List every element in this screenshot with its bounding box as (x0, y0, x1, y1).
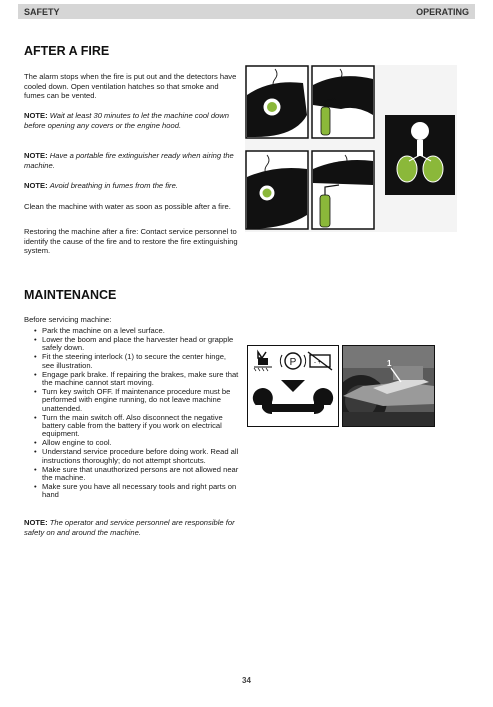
maintenance-checklist (34, 327, 239, 500)
maintenance-intro: Before servicing machine: (24, 315, 112, 324)
note-text: The operator and service personnel are responsible for safety on and around the machine. (24, 518, 235, 537)
extinguisher-panel-bottom (312, 151, 374, 229)
list-item: • Make sure that unauthorized persons are not allowed near the machine. (34, 466, 239, 483)
battery-disconnect-icon (308, 352, 332, 370)
extinguisher-panel-top (312, 66, 374, 138)
svg-text:- +: - + (314, 360, 322, 366)
service-symbols-panel (247, 345, 339, 427)
note-text: Wait at least 30 minutes to let the machine cool down before opening any covers or the engine hood. (24, 111, 229, 130)
list-item: • Understand service procedure before doing work. Read all instructions thoroughly; do not attempt shortcuts. (34, 448, 239, 465)
fire-note-extinguisher (24, 151, 239, 170)
list-item: • Park the machine on a level surface. (34, 327, 239, 335)
lungs-panel (385, 115, 455, 195)
steering-interlock-photo (342, 345, 435, 427)
fire-note-fumes (24, 181, 239, 191)
note-text: Avoid breathing in fumes from the fire. (49, 181, 178, 190)
note-label: NOTE: (24, 518, 50, 527)
maintenance-note (24, 518, 239, 537)
fire-clean-paragraph: Clean the machine with water as soon as possible after a fire. (24, 202, 231, 211)
note-label: NOTE: (24, 181, 50, 190)
list-item: • Lower the boom and place the harvester head or grapple safely down. (34, 336, 239, 353)
fire-restore-paragraph: Restoring the machine after a fire: Contact service personnel to identify the cause of the fire and to restore the fire extinguishing system. (24, 227, 238, 256)
fire-note-cooldown (24, 111, 239, 130)
note-text: Have a portable fire extinguisher ready when airing the machine. (24, 151, 234, 170)
list-item: • Make sure you have all necessary tools and right parts on hand (34, 483, 239, 500)
smoke-cab-panel-top-left (246, 66, 308, 138)
maintenance-section-title: MAINTENANCE (24, 288, 117, 302)
list-item: • Engage park brake. If repairing the brakes, make sure that the machine cannot start moving. (34, 371, 239, 388)
arrow-down-icon (281, 380, 305, 392)
svg-text:P: P (289, 357, 297, 368)
header-section-right: OPERATING (416, 6, 469, 17)
fire-intro-paragraph: The alarm stops when the fire is put out and the detectors have cooled down. Open ventilation hatches so that smoke and fumes can be vented. (24, 72, 237, 101)
callout-number-label: 1 (387, 359, 392, 368)
fire-section-title: AFTER A FIRE (24, 44, 110, 58)
page-number: 34 (242, 676, 251, 685)
list-item: • Turn key switch OFF. If maintenance procedure must be performed with engine running, do not leave machine unattended. (34, 388, 239, 413)
list-item: • Turn the main switch off. Also disconnect the negative battery cable from the battery if you work on electrical equipment. (34, 414, 239, 439)
smoke-cab-panel-bottom-left (246, 151, 308, 229)
park-brake-icon (280, 353, 305, 369)
list-item: • Fit the steering interlock (1) to secure the center hinge, see illustration. (34, 353, 239, 370)
note-label: NOTE: (24, 111, 50, 120)
fire-safety-figure (245, 65, 457, 232)
header-bar (18, 4, 475, 19)
header-section-left: SAFETY (24, 6, 60, 17)
list-item: • Allow engine to cool. (34, 439, 239, 447)
level-surface-icon (254, 352, 272, 371)
note-label: NOTE: (24, 151, 50, 160)
